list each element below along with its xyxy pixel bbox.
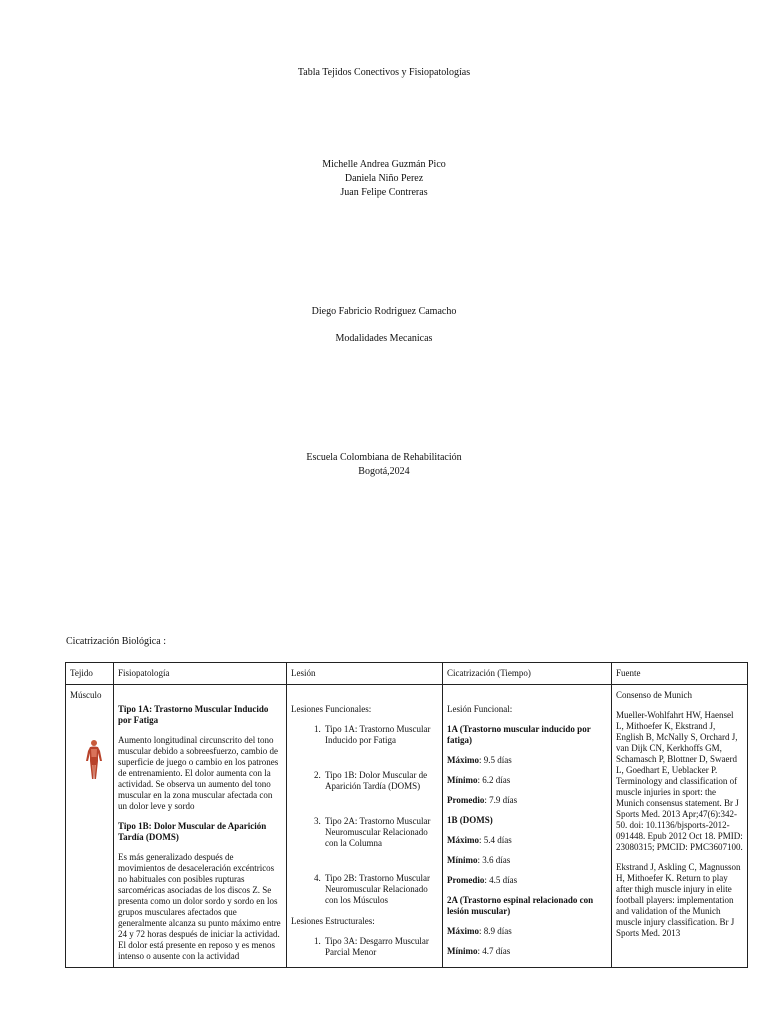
author-2: Daniela Niño Perez [344,173,424,184]
instructor-name: Diego Fabricio Rodriguez Camacho [311,306,457,317]
group2-min [447,855,607,866]
avg-label: Promedio [447,795,485,805]
group1-title: 1A (Trastorno muscular inducido por fatiga) [447,724,591,745]
group1-min [447,775,607,786]
source-reference-1: Mueller-Wohlfahrt HW, Haensel L, Mithoefer K, Ekstrand J, English B, McNally S, Orchard J, van Dijk CN, Kerkhoffs GM, Schamasch P, Blottner D, Swaerd L, Goedhart E, Ueblacker P. Terminology and classification of muscle injuries in sport: the Munich consensus statement. Br J Sports Med. 2013 Apr;47(6):342-50. doi: 10.1136/bjsports-2012-091448. Epub 2012 Oct 18. PMID: 23080315; PMCID: PMC3607100. [616,710,743,852]
functional-heading: Lesiones Funcionales: [291,704,372,714]
group2-avg [447,875,607,886]
group2-title: 1B (DOMS) [447,815,493,825]
group2-max [447,835,607,846]
cover-title: Tabla Tejidos Conectivos y Fisiopatologías [297,67,471,78]
cell-fisiopatologia [114,685,287,968]
t1a-title: Tipo 1A: Trastorno Muscular Inducido por Fatiga [118,704,269,725]
cell-lesion [287,685,443,968]
cell-cicatrizacion [443,685,612,968]
list-item: 2. Tipo 1B: Dolor Muscular de Aparición Tardía (DOMS) [323,770,438,792]
structural-list [291,936,438,958]
max-label: Máximo [447,835,479,845]
course-name: Modalidades Mecanicas [335,333,433,344]
min-label: Mínimo [447,775,478,785]
author-1: Michelle Andrea Guzmán Pico [322,159,446,170]
header-fisiopatologia: Fisiopatología [114,663,287,685]
min-label: Mínimo [447,946,478,956]
group1-avg [447,795,607,806]
group1-max [447,755,607,766]
t1b-body: Es más generalizado después de movimientos de desaceleración excéntricos no habituales con posibles rupturas sarcoméricas asociadas de los discos Z. Se presenta como un dolor sordo y sordo en los grupos musculares afectados que generalmente alcanza su punto máximo entre 24 y 72 horas después de iniciar la actividad. El dolor está presente en reposo y es menos intenso o ausente con la actividad [118,852,281,961]
cell-fuente [612,685,748,968]
city-year: Bogotá,2024 [358,466,410,477]
header-lesion: Lesión [287,663,443,685]
min-label: Mínimo [447,855,478,865]
group3-max-value: : 8.9 días [479,926,512,936]
list-item: 4. Tipo 2B: Trastorno Muscular Neuromuscular Relacionado con los Músculos [323,873,438,906]
group3-title: 2A (Trastorno espinal relacionado con lesión muscular) [447,895,594,916]
group3-min-value: : 4.7 días [477,946,511,956]
header-cicatrizacion: Cicatrización (Tiempo) [443,663,612,685]
cell-tejido [66,685,114,968]
t1a-body: Aumento longitudinal circunscrito del tono muscular debido a sobreesfuerzo, cambio de superficie de juego o cambio en los patrones de entrenamiento. El dolor aumenta con la actividad. Se observa un aumento del tono muscular en la zona muscular afectada con un dolor leve y sordo [118,735,279,811]
table-header-row [66,663,748,685]
header-tejido: Tejido [66,663,114,685]
group1-avg-value: : 7.9 días [484,795,518,805]
functional-list [291,724,438,906]
list-item: 3. Tipo 2A: Trastorno Muscular Neuromuscular Relacionado con la Columna [323,816,438,849]
source-title: Consenso de Munich [616,690,692,700]
tissue-table [65,662,748,968]
table-row [66,685,748,968]
list-item: 1. Tipo 3A: Desgarro Muscular Parcial Menor [323,936,438,958]
group1-min-value: : 6.2 días [477,775,511,785]
group2-max-value: : 5.4 días [479,835,512,845]
healing-intro: Lesión Funcional: [447,704,513,714]
group3-min [447,946,607,957]
tissue-name: Músculo [70,690,102,700]
header-fuente: Fuente [612,663,748,685]
structural-heading: Lesiones Estructurales: [291,916,375,926]
section-label: Cicatrización Biológica : [66,636,166,647]
source-reference-2: Ekstrand J, Askling C, Magnusson H, Mithoefer K. Return to play after thigh muscle injury in elite football players: implementation and validation of the Munich muscle injury classification. Br J Sports Med. 2013 [616,862,741,938]
group2-avg-value: : 4.5 días [484,875,518,885]
max-label: Máximo [447,926,479,936]
group3-max [447,926,607,937]
group1-max-value: : 9.5 días [479,755,512,765]
avg-label: Promedio [447,875,485,885]
t1b-title: Tipo 1B: Dolor Muscular de Aparición Tardía (DOMS) [118,821,267,842]
list-item: 1. Tipo 1A: Trastorno Muscular Inducido por Fatiga [323,724,438,746]
muscle-anatomy-icon [82,739,106,781]
institution-name: Escuela Colombiana de Rehabilitación [306,452,462,463]
author-3: Juan Felipe Contreras [340,187,428,198]
max-label: Máximo [447,755,479,765]
group2-min-value: : 3.6 días [477,855,511,865]
